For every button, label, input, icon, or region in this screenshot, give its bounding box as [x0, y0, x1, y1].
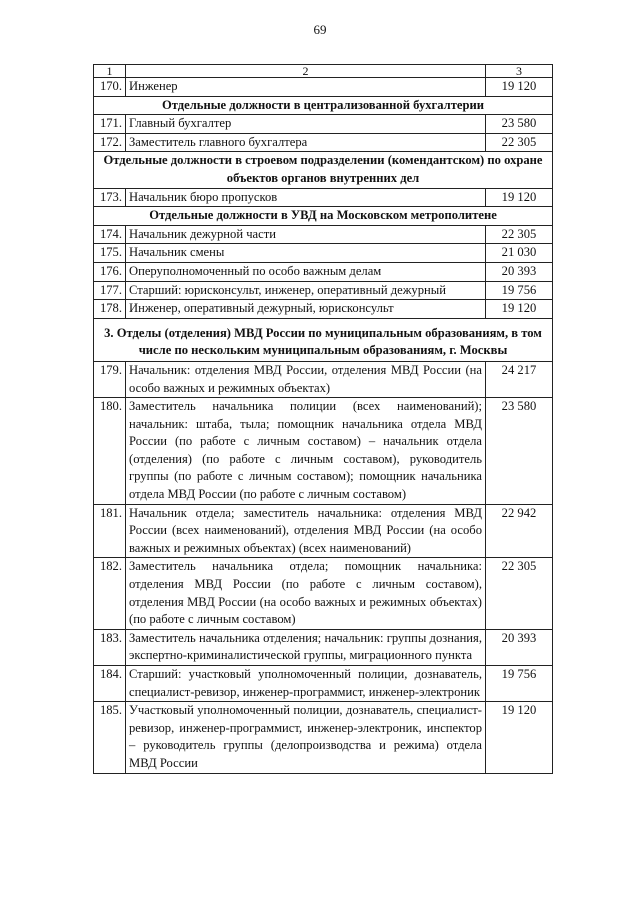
- position-title: Заместитель начальника отделения; начальник: группы дознания, экспертно-криминалистической группы, миграционного пункта: [126, 629, 486, 665]
- table-row: [94, 188, 553, 207]
- salary-value: 20 393: [486, 262, 553, 281]
- position-title: Оперуполномоченный по особо важным делам: [126, 262, 486, 281]
- section-header-row: [94, 152, 553, 188]
- row-number: 173.: [94, 188, 126, 207]
- page-number: 69: [313, 22, 327, 37]
- position-title: Начальник дежурной части: [126, 225, 486, 244]
- salary-value: 19 120: [486, 300, 553, 319]
- row-number: 184.: [94, 666, 126, 702]
- section-title: 3. Отделы (отделения) МВД России по муниципальным образованиям, в том числе по нескольким муниципальным образованиям, г. Москвы: [94, 318, 553, 361]
- table-row: [94, 398, 553, 505]
- table-row: [94, 300, 553, 319]
- table-row: [94, 558, 553, 629]
- row-number: 177.: [94, 281, 126, 300]
- section-title: Отдельные должности в централизованной бухгалтерии: [94, 96, 553, 115]
- position-title: Начальник отдела; заместитель начальника: отделения МВД России (всех наименований), отделения МВД России (на особо важных и режимных объектах) (всех наименований): [126, 504, 486, 558]
- table-row: [94, 504, 553, 558]
- salary-value: 19 756: [486, 666, 553, 702]
- salary-value: 23 580: [486, 398, 553, 505]
- salary-value: 22 305: [486, 558, 553, 629]
- position-title: Начальник бюро пропусков: [126, 188, 486, 207]
- section-title: Отдельные должности в строевом подразделении (комендантском) по охране объектов органов внутренних дел: [94, 152, 553, 188]
- table-row: [94, 78, 553, 97]
- table-header-row: [94, 65, 553, 78]
- position-title: Старший: юрисконсульт, инженер, оперативный дежурный: [126, 281, 486, 300]
- salary-value: 20 393: [486, 629, 553, 665]
- row-number: 174.: [94, 225, 126, 244]
- column-header-2: 2: [126, 65, 486, 78]
- table-row: [94, 281, 553, 300]
- position-title: Начальник смены: [126, 244, 486, 263]
- position-title: Участковый уполномоченный полиции, дознаватель, специалист-ревизор, инженер-программист, инженер-электроник, инспектор – руководитель группы (делопроизводства и режима) отдела МВД России: [126, 702, 486, 773]
- table-row: [94, 361, 553, 397]
- column-header-3: 3: [486, 65, 553, 78]
- row-number: 171.: [94, 115, 126, 134]
- salary-value: 22 942: [486, 504, 553, 558]
- table-row: [94, 262, 553, 281]
- section-header-row: [94, 96, 553, 115]
- salary-value: 23 580: [486, 115, 553, 134]
- table-row: [94, 244, 553, 263]
- salary-value: 24 217: [486, 361, 553, 397]
- row-number: 176.: [94, 262, 126, 281]
- salary-value: 22 305: [486, 225, 553, 244]
- row-number: 183.: [94, 629, 126, 665]
- salary-value: 19 120: [486, 702, 553, 773]
- row-number: 172.: [94, 133, 126, 152]
- table-row: [94, 115, 553, 134]
- row-number: 182.: [94, 558, 126, 629]
- salary-value: 19 120: [486, 78, 553, 97]
- position-title: Заместитель начальника отдела; помощник начальника: отделения МВД России (по работе с личным составом), отделения МВД России (на особо важных и режимных объектах) (по работе с личным составом): [126, 558, 486, 629]
- position-title: Инженер: [126, 78, 486, 97]
- position-title: Заместитель начальника полиции (всех наименований); начальник: штаба, тыла; помощник начальника отдела МВД России (по работе с личным составом) – начальник отдела (отделения) (по работе с личным составом), руководитель группы (по работе с личным составом); помощник начальника отдела МВД России (по работе с личным составом): [126, 398, 486, 505]
- position-title: Заместитель главного бухгалтера: [126, 133, 486, 152]
- column-header-1: 1: [94, 65, 126, 78]
- section-title: Отдельные должности в УВД на Московском метрополитене: [94, 207, 553, 226]
- row-number: 179.: [94, 361, 126, 397]
- row-number: 175.: [94, 244, 126, 263]
- row-number: 170.: [94, 78, 126, 97]
- table-row: [94, 666, 553, 702]
- position-title: Главный бухгалтер: [126, 115, 486, 134]
- section-header-row: [94, 318, 553, 361]
- row-number: 185.: [94, 702, 126, 773]
- salary-value: 19 120: [486, 188, 553, 207]
- row-number: 178.: [94, 300, 126, 319]
- row-number: 181.: [94, 504, 126, 558]
- salary-value: 22 305: [486, 133, 553, 152]
- salary-table-body: [94, 65, 553, 774]
- section-header-row: [94, 207, 553, 226]
- salary-value: 19 756: [486, 281, 553, 300]
- table-row: [94, 702, 553, 773]
- salary-value: 21 030: [486, 244, 553, 263]
- table-row: [94, 133, 553, 152]
- position-title: Инженер, оперативный дежурный, юрисконсульт: [126, 300, 486, 319]
- salary-table: [93, 64, 553, 774]
- position-title: Начальник: отделения МВД России, отделения МВД России (на особо важных и режимных объектах): [126, 361, 486, 397]
- row-number: 180.: [94, 398, 126, 505]
- table-row: [94, 629, 553, 665]
- table-row: [94, 225, 553, 244]
- position-title: Старший: участковый уполномоченный полиции, дознаватель, специалист-ревизор, инженер-программист, инженер-электроник: [126, 666, 486, 702]
